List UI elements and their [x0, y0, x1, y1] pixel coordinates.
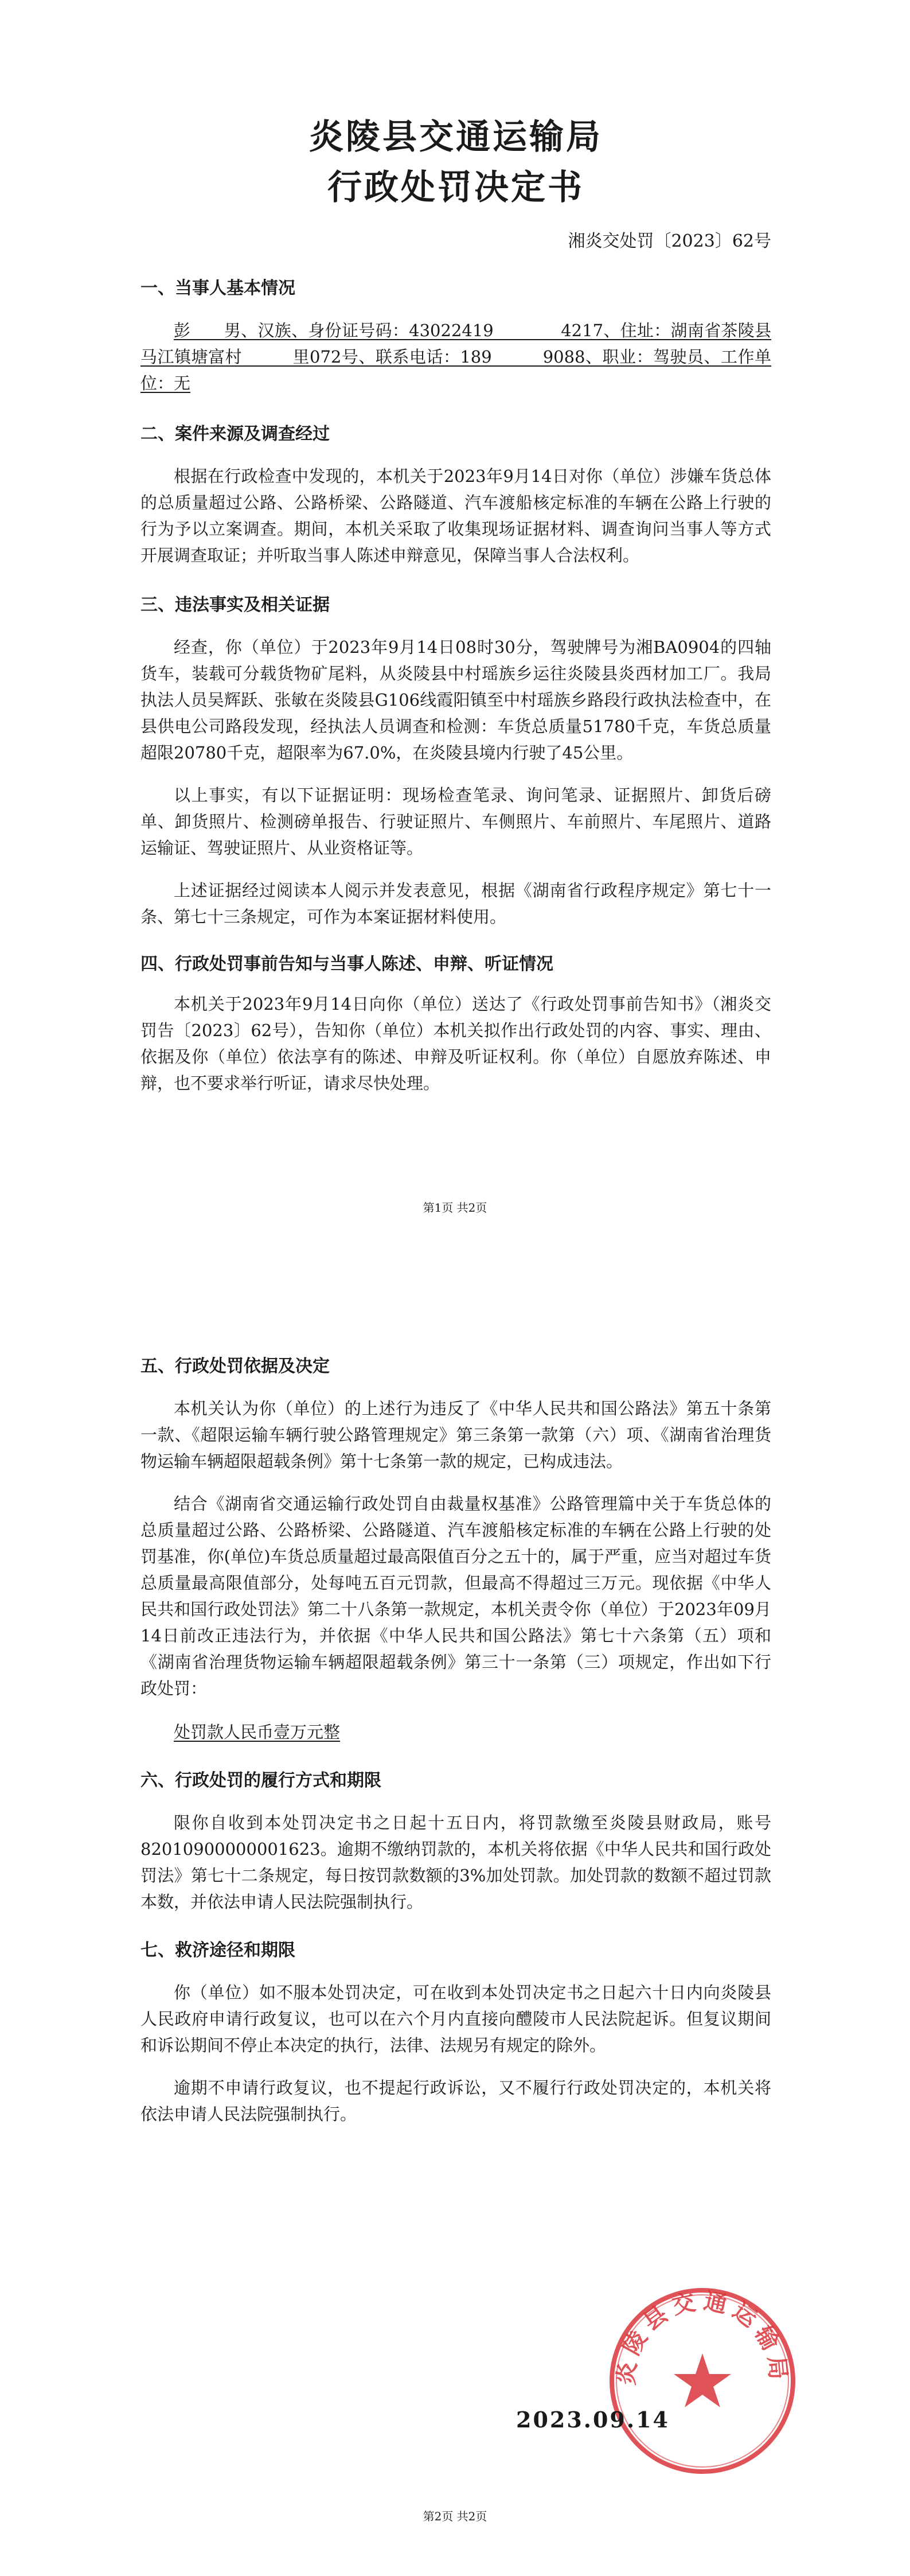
- page-1-footer: 第1页 共2页: [423, 1201, 487, 1215]
- decision-date: 2023.09.14: [516, 2407, 670, 2433]
- section-6-heading: 六、行政处罚的履行方式和期限: [140, 1770, 381, 1791]
- party-info-paragraph: 彭 男、汉族、身份证号码：43022419 4217、住址：湖南省茶陵县马江镇塘富村 里072号、联系电话：189 9088、职业：驾驶员、工作单位：无: [140, 321, 771, 393]
- section-7-heading: 七、救济途径和期限: [140, 1940, 295, 1960]
- document-title-line1: 炎陵县交通运输局: [309, 117, 603, 157]
- section-5-heading: 五、行政处罚依据及决定: [140, 1356, 330, 1376]
- page-1-content: [140, 112, 771, 1096]
- document-page-2: [0, 1288, 910, 2576]
- evidence-validity-paragraph: 上述证据经过阅读本人阅示并发表意见，根据《湖南省行政程序规定》第七十一条、第七十三条规定，可作为本案证据材料使用。: [140, 881, 771, 927]
- page-2-footer: 第2页 共2页: [423, 2509, 487, 2523]
- legal-basis-paragraph: 本机关认为你（单位）的上述行为违反了《中华人民共和国公路法》第五十条第一款、《超限运输车辆行驶公路管理规定》第三条第一款第（六）项、《湖南省治理货物运输车辆超限超载条例》第十七条第一款的规定，已构成违法。: [140, 1399, 771, 1471]
- section-1-heading: 一、当事人基本情况: [140, 278, 295, 298]
- penalty-standard-paragraph: 结合《湖南省交通运输行政处罚自由裁量权基准》公路管理篇中关于车货总体的总质量超过公路、公路桥梁、公路隧道、汽车渡船核定标准的车辆在公路上行驶的处罚基准，你(单位)车货总质量超过最高限值百分之五十的，属于严重，应当对超过车货总质量最高限值部分，处每吨五百元罚款，但最高不得超过三万元。现依据《中华人民共和国行政处罚法》第二十八条第一款规定，本机关责令你（单位）于2023年09月14日前改正违法行为，并依据《中华人民共和国公路法》第七十六条第（五）项和《湖南省治理货物运输车辆超限超载条例》第三十一条第（三）项规定，作出如下行政处罚：: [140, 1494, 771, 1698]
- document-title-line2: 行政处罚决定书: [327, 168, 584, 208]
- remedy-paragraph: 你（单位）如不服本处罚决定，可在收到本处罚决定书之日起六十日内向炎陵县人民政府申请行政复议，也可以在六个月内直接向醴陵市人民法院起诉。但复议期间和诉讼期间不停止本决定的执行，法律、法规另有规定的除外。: [140, 1983, 771, 2055]
- notice-paragraph: 本机关于2023年9月14日向你（单位）送达了《行政处罚事前告知书》（湘炎交罚告〔2023〕62号），告知你（单位）本机关拟作出行政处罚的内容、事实、理由、依据及你（单位）依法享有的陈述、申辩及听证权利。你（单位）自愿放弃陈述、申辩，也不要求举行听证，请求尽快处理。: [140, 994, 771, 1093]
- section-4-heading: 四、行政处罚事前告知与当事人陈述、申辩、听证情况: [140, 954, 553, 974]
- official-seal: [605, 2283, 800, 2478]
- enforcement-paragraph: 逾期不申请行政复议，也不提起行政诉讼，又不履行行政处罚决定的，本机关将依法申请人民法院强制执行。: [140, 2078, 771, 2124]
- evidence-paragraph: 以上事实，有以下证据证明：现场检查笔录、询问笔录、证据照片、卸货后磅单、卸货照片、检测磅单报告、行驶证照片、车侧照片、车前照片、车尾照片、道路运输证、驾驶证照片、从业资格证等。: [140, 785, 771, 858]
- document-number: 湘炎交处罚〔2023〕62号: [568, 231, 771, 251]
- page-2-content: [140, 1354, 771, 2127]
- payment-terms-paragraph: 限你自收到本处罚决定书之日起十五日内，将罚款缴至炎陵县财政局，账号82010900000001623。逾期不缴纳罚款的，本机关将依据《中华人民共和国行政处罚法》第七十二条规定，每日按罚款数额的3%加处罚款。加处罚款的数额不超过罚款本数，并依法申请人民法院强制执行。: [140, 1813, 771, 1912]
- section-3-heading: 三、违法事实及相关证据: [140, 595, 330, 615]
- svg-text:炎陵县交通运输局: 炎陵县交通运输局: [612, 2287, 792, 2387]
- seal-graphic: [605, 2283, 800, 2478]
- facts-paragraph: 经查，你（单位）于2023年9月14日08时30分，驾驶牌号为湘BA0904的四轴货车，装载可分载货物矿尾料，从炎陵县中村瑶族乡运往炎陵县炎西材加工厂。我局执法人员吴辉跃、张敏在炎陵县G106线霞阳镇至中村瑶族乡路段行政执法检查中，在县供电公司路段发现，经执法人员调查和检测：车货总质量51780千克，车货总质量超限20780千克，超限率为67.0%，在炎陵县境内行驶了45公里。: [140, 637, 771, 762]
- section-2-heading: 二、案件来源及调查经过: [140, 424, 330, 444]
- penalty-amount: 处罚款人民币壹万元整: [174, 1722, 341, 1742]
- case-source-paragraph: 根据在行政检查中发现的，本机关于2023年9月14日对你（单位）涉嫌车货总体的总质量超过公路、公路桥梁、公路隧道、汽车渡船核定标准的车辆在公路上行驶的行为予以立案调查。期间，本机关采取了收集现场证据材料、调查询问当事人等方式开展调查取证；并听取当事人陈述申辩意见，保障当事人合法权利。: [140, 466, 771, 565]
